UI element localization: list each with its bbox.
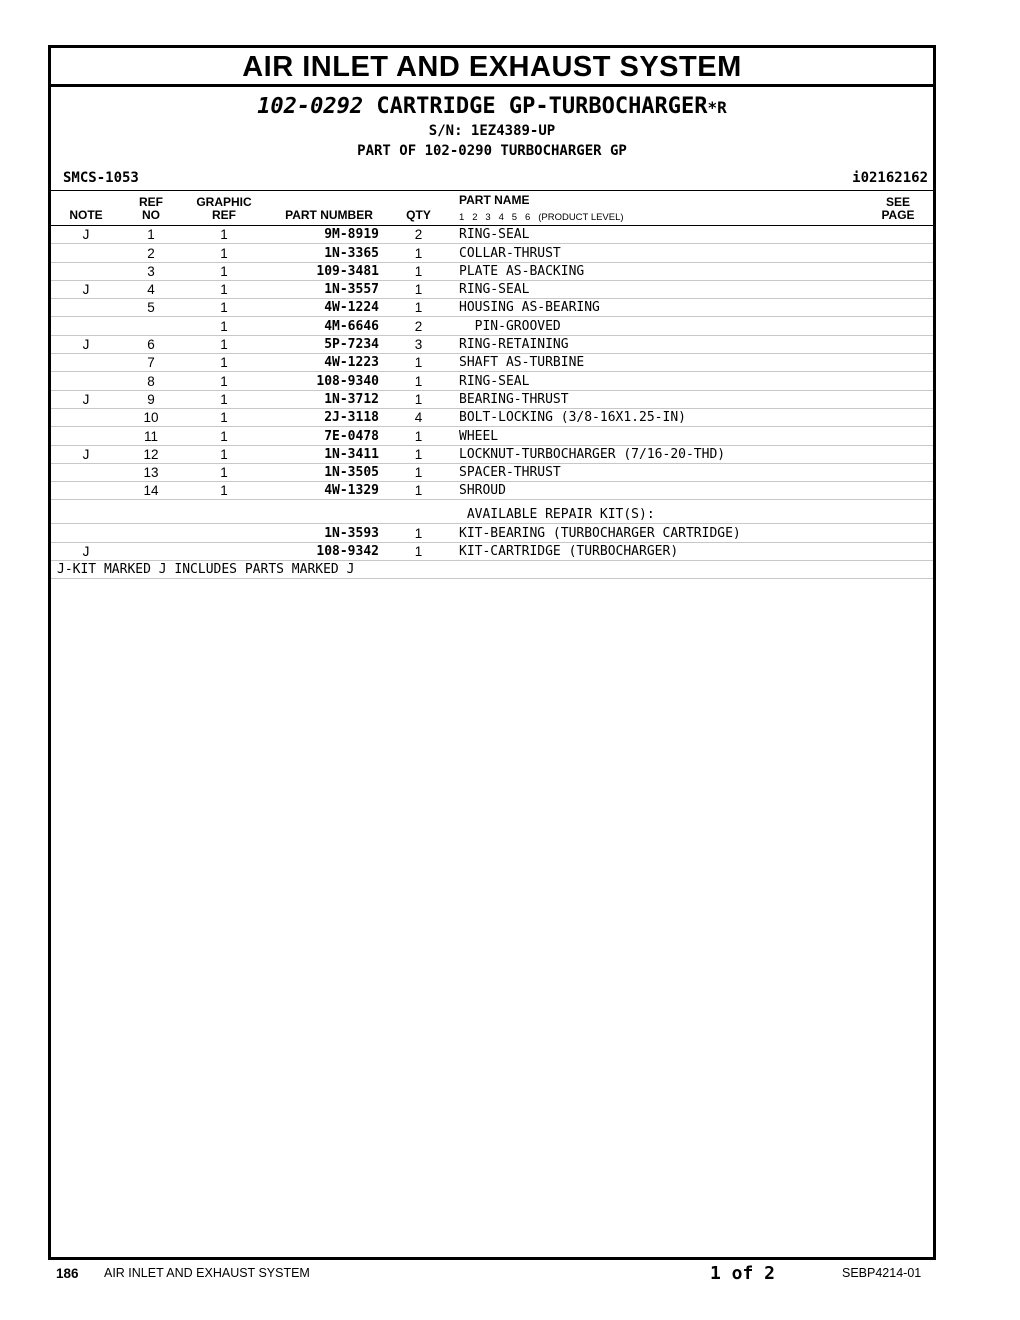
footer-page-number: 186 bbox=[56, 1266, 79, 1281]
qty-cell: 1 bbox=[414, 245, 423, 261]
part-name-cell: RING-SEAL bbox=[459, 373, 530, 389]
table-row bbox=[51, 336, 933, 354]
part-of: PART OF 102-0290 TURBOCHARGER GP bbox=[357, 143, 627, 159]
ref-no-cell: 11 bbox=[143, 428, 158, 444]
table-row bbox=[51, 482, 933, 500]
qty-cell: 1 bbox=[414, 300, 423, 316]
ref-no-cell: 6 bbox=[147, 337, 155, 353]
parts-table bbox=[51, 226, 933, 579]
note-cell: J bbox=[82, 544, 90, 560]
footnote: J-KIT MARKED J INCLUDES PARTS MARKED J bbox=[57, 562, 355, 578]
ref-no-cell: 10 bbox=[143, 410, 159, 426]
qty-cell: 1 bbox=[414, 483, 423, 499]
graphic-ref-cell: 1 bbox=[220, 282, 228, 298]
header-graphic-ref-line2: REF bbox=[212, 208, 236, 222]
header-product-levels: 1 2 3 4 5 6 (PRODUCT LEVEL) bbox=[459, 212, 624, 223]
ref-no-cell: 13 bbox=[143, 465, 159, 481]
header-top-rule bbox=[51, 190, 933, 191]
part-name-cell: SHAFT AS-TURBINE bbox=[459, 355, 585, 371]
footer-page-of: 1 of 2 bbox=[710, 1263, 776, 1284]
part-name-cell: KIT-BEARING (TURBOCHARGER CARTRIDGE) bbox=[459, 525, 741, 541]
graphic-ref-cell: 1 bbox=[220, 391, 228, 407]
graphic-ref-cell: 1 bbox=[220, 465, 228, 481]
ref-no-cell: 14 bbox=[143, 483, 159, 499]
footer-section: AIR INLET AND EXHAUST SYSTEM bbox=[104, 1266, 310, 1280]
part-name-cell: WHEEL bbox=[459, 428, 499, 444]
part-number-cell: 9M-8919 bbox=[324, 227, 379, 243]
qty-cell: 1 bbox=[414, 282, 423, 298]
ref-no-cell: 8 bbox=[147, 373, 155, 389]
qty-cell: 4 bbox=[414, 410, 423, 426]
qty-cell: 1 bbox=[414, 373, 423, 389]
illustration-id: i02162162 bbox=[852, 170, 928, 186]
page-frame bbox=[48, 45, 936, 1260]
part-name-cell: PLATE AS-BACKING bbox=[459, 263, 585, 279]
header-graphic-ref bbox=[189, 196, 259, 222]
qty-cell: 1 bbox=[414, 391, 423, 407]
qty-cell: 1 bbox=[414, 428, 423, 444]
part-number-cell: 108-9340 bbox=[316, 373, 379, 389]
part-number-cell: 4M-6646 bbox=[324, 318, 379, 334]
ref-no-cell: 7 bbox=[147, 355, 155, 371]
part-number-cell: 7E-0478 bbox=[324, 428, 379, 444]
part-number-cell: 1N-3505 bbox=[324, 465, 379, 481]
graphic-ref-cell: 1 bbox=[220, 355, 228, 371]
part-name-cell: LOCKNUT-TURBOCHARGER (7/16-20-THD) bbox=[459, 446, 726, 462]
table-row bbox=[51, 263, 933, 281]
part-name-cell: PIN-GROOVED bbox=[459, 318, 561, 334]
group-name: CARTRIDGE GP-TURBOCHARGER bbox=[376, 94, 708, 119]
section-title: AIR INLET AND EXHAUST SYSTEM bbox=[51, 51, 933, 87]
table-row bbox=[51, 281, 933, 299]
qty-cell: 3 bbox=[414, 337, 423, 353]
header-note: NOTE bbox=[69, 208, 103, 222]
header-qty: QTY bbox=[406, 208, 431, 222]
qty-cell: 1 bbox=[414, 544, 423, 560]
ref-no-cell: 3 bbox=[147, 263, 155, 279]
part-number-cell: 5P-7234 bbox=[324, 337, 379, 353]
group-number: 102-0292 bbox=[257, 94, 364, 119]
kit-row bbox=[51, 524, 933, 542]
graphic-ref-cell: 1 bbox=[220, 446, 228, 462]
table-row bbox=[51, 226, 933, 244]
header-graphic-ref-line1: GRAPHIC bbox=[196, 195, 252, 209]
graphic-ref-cell: 1 bbox=[220, 318, 228, 334]
note-cell: J bbox=[82, 282, 90, 298]
header-ref-no-line1: REF bbox=[139, 195, 163, 209]
table-row bbox=[51, 299, 933, 317]
part-number-cell: 1N-3411 bbox=[324, 446, 379, 462]
table-row bbox=[51, 244, 933, 262]
smcs-code: SMCS-1053 bbox=[63, 170, 139, 186]
ref-no-cell: 1 bbox=[147, 227, 155, 243]
header-ref-no-line2: NO bbox=[142, 208, 160, 222]
part-name-cell: RING-SEAL bbox=[459, 227, 530, 243]
ref-no-cell: 4 bbox=[147, 282, 155, 298]
table-row bbox=[51, 427, 933, 445]
part-name-cell: HOUSING AS-BEARING bbox=[459, 300, 600, 316]
graphic-ref-cell: 1 bbox=[220, 410, 228, 426]
qty-cell: 1 bbox=[414, 263, 423, 279]
table-row bbox=[51, 354, 933, 372]
note-cell: J bbox=[82, 227, 90, 243]
part-name-cell: SHROUD bbox=[459, 483, 506, 499]
kits-heading: AVAILABLE REPAIR KIT(S): bbox=[459, 507, 655, 523]
part-number-cell: 1N-3712 bbox=[324, 391, 379, 407]
graphic-ref-cell: 1 bbox=[220, 300, 228, 316]
qty-cell: 1 bbox=[414, 446, 423, 462]
part-name-cell: SPACER-THRUST bbox=[459, 465, 561, 481]
part-number-cell: 109-3481 bbox=[316, 263, 379, 279]
qty-cell: 1 bbox=[414, 525, 423, 541]
qty-cell: 2 bbox=[414, 318, 423, 334]
part-number-cell: 1N-3557 bbox=[324, 282, 379, 298]
note-cell: J bbox=[82, 337, 90, 353]
graphic-ref-cell: 1 bbox=[220, 337, 228, 353]
kits-heading-row bbox=[51, 500, 933, 524]
table-row bbox=[51, 464, 933, 482]
part-number-cell: 4W-1329 bbox=[324, 483, 379, 499]
table-row bbox=[51, 372, 933, 390]
header-ref-no bbox=[136, 196, 166, 222]
part-number-cell: 4W-1224 bbox=[324, 300, 379, 316]
qty-cell: 1 bbox=[414, 465, 423, 481]
part-number-cell: 1N-3593 bbox=[324, 525, 379, 541]
part-number-cell: 108-9342 bbox=[316, 544, 379, 560]
part-name-cell: BEARING-THRUST bbox=[459, 391, 569, 407]
graphic-ref-cell: 1 bbox=[220, 263, 228, 279]
footnote-row bbox=[51, 561, 933, 579]
ref-no-cell: 9 bbox=[147, 391, 155, 407]
part-name-cell: KIT-CARTRIDGE (TURBOCHARGER) bbox=[459, 544, 679, 560]
header-part-name: PART NAME bbox=[459, 193, 530, 207]
ref-no-cell: 5 bbox=[147, 300, 155, 316]
table-row bbox=[51, 391, 933, 409]
part-name-cell: COLLAR-THRUST bbox=[459, 245, 561, 261]
ref-no-cell: 2 bbox=[147, 245, 155, 261]
table-row bbox=[51, 409, 933, 427]
serial-range: S/N: 1EZ4389-UP bbox=[428, 123, 556, 139]
graphic-ref-cell: 1 bbox=[220, 227, 228, 243]
note-cell: J bbox=[82, 391, 90, 407]
group-heading bbox=[51, 94, 933, 119]
graphic-ref-cell: 1 bbox=[220, 373, 228, 389]
graphic-ref-cell: 1 bbox=[220, 245, 228, 261]
qty-cell: 2 bbox=[414, 227, 423, 243]
ref-no-cell: 12 bbox=[143, 446, 159, 462]
part-number-cell: 2J-3118 bbox=[324, 410, 379, 426]
part-name-cell: RING-RETAINING bbox=[459, 337, 569, 353]
header-see-page-line2: PAGE bbox=[881, 208, 915, 222]
header-see-page-line1: SEE bbox=[885, 195, 910, 209]
table-row bbox=[51, 446, 933, 464]
part-number-cell: 1N-3365 bbox=[324, 245, 379, 261]
qty-cell: 1 bbox=[414, 355, 423, 371]
kit-row bbox=[51, 543, 933, 561]
header-part-number: PART NUMBER bbox=[285, 208, 373, 222]
group-marker: *R bbox=[707, 98, 727, 117]
part-name-cell: RING-SEAL bbox=[459, 282, 530, 298]
part-name-cell: BOLT-LOCKING (3/8-16X1.25-IN) bbox=[459, 410, 686, 426]
note-cell: J bbox=[82, 446, 90, 462]
part-number-cell: 4W-1223 bbox=[324, 355, 379, 371]
graphic-ref-cell: 1 bbox=[220, 428, 228, 444]
graphic-ref-cell: 1 bbox=[220, 483, 228, 499]
table-row bbox=[51, 317, 933, 335]
footer-doc-id: SEBP4214-01 bbox=[842, 1266, 922, 1280]
header-see-page bbox=[873, 196, 923, 222]
